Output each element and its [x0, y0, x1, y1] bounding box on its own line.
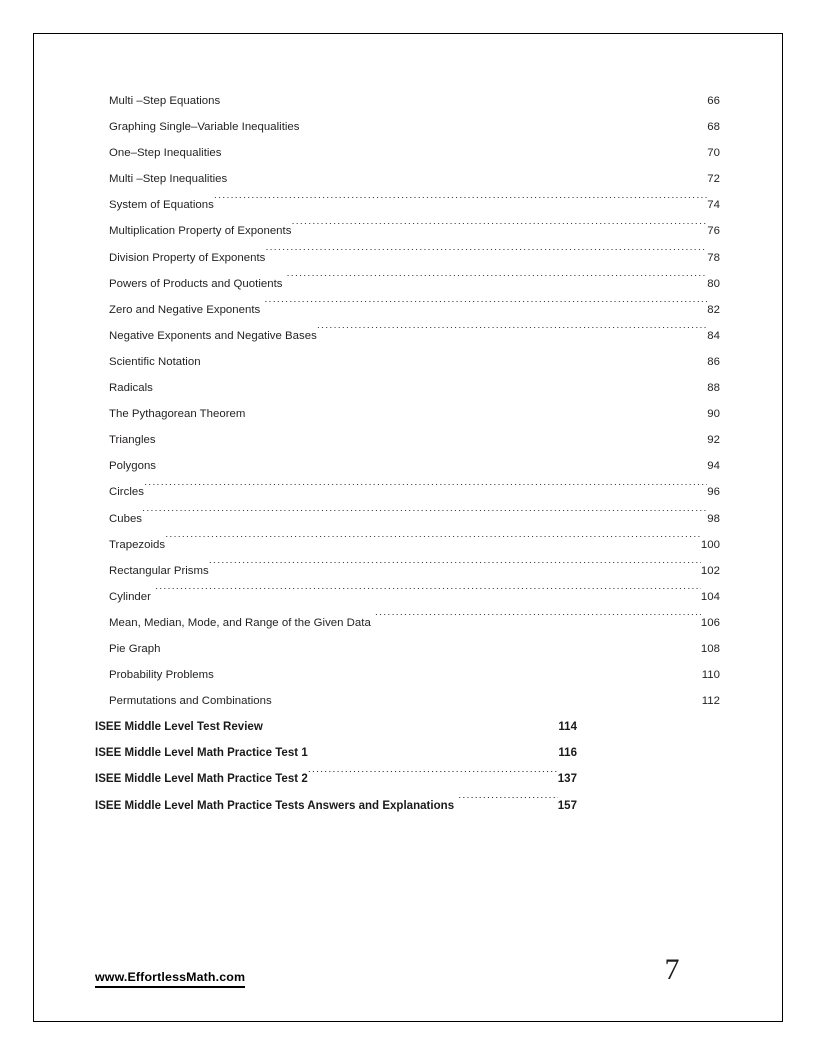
toc-entry-title: Mean, Median, Mode, and Range of the Given Data — [109, 616, 371, 629]
toc-entry[interactable] — [0, 610, 816, 636]
toc-dot-leader — [155, 588, 701, 599]
toc-entry-title: Cylinder — [109, 590, 151, 603]
toc-entry-title: Permutations and Combinations — [109, 695, 272, 708]
toc-dot-leader — [375, 614, 701, 625]
toc-entry-title: Powers of Products and Quotients — [109, 277, 283, 290]
toc-entry-title: Probability Problems — [109, 669, 214, 682]
toc-entry[interactable] — [0, 558, 816, 584]
toc-dot-leader — [287, 275, 708, 286]
toc-entry-title: Multi –Step Equations — [109, 95, 221, 107]
toc-entry-page-number: 92 — [707, 434, 720, 447]
toc-entry-title: Division Property of Exponents — [109, 251, 266, 264]
toc-entry-title: ISEE Middle Level Test Review — [95, 721, 263, 734]
toc-entry[interactable] — [0, 766, 816, 792]
toc-entry[interactable] — [0, 88, 816, 114]
toc-entry-page-number: 108 — [700, 642, 720, 655]
toc-entry[interactable] — [0, 662, 816, 688]
toc-dot-leader — [157, 380, 707, 391]
toc-entry-title: Radicals — [109, 382, 153, 395]
toc-entry[interactable] — [0, 506, 816, 532]
toc-entry-page-number: 110 — [701, 669, 720, 682]
toc-entry-page-number: 96 — [707, 486, 720, 499]
toc-dot-leader — [222, 145, 708, 156]
toc-dot-leader — [263, 719, 559, 731]
page-number: 7 — [664, 953, 680, 986]
toc-entry-page-number: 114 — [558, 721, 577, 734]
toc-entry[interactable] — [0, 166, 816, 192]
toc-entry-title: Zero and Negative Exponents — [109, 303, 261, 316]
toc-entry-page-number: 84 — [707, 329, 720, 342]
toc-entry[interactable] — [0, 245, 816, 271]
toc-entry-title: Negative Exponents and Negative Bases — [109, 329, 317, 342]
toc-entry[interactable] — [0, 793, 816, 819]
toc-entry[interactable] — [0, 453, 816, 479]
toc-entry-page-number: 74 — [707, 199, 720, 212]
toc-dot-leader — [214, 197, 707, 208]
toc-entry[interactable] — [0, 479, 816, 505]
toc-dot-leader — [227, 171, 707, 182]
toc-dot-leader — [249, 406, 707, 417]
toc-entry[interactable] — [0, 271, 816, 297]
toc-entry-page-number: 98 — [707, 512, 720, 525]
toc-dot-leader — [308, 771, 558, 783]
toc-entry-page-number: 112 — [701, 695, 720, 708]
toc-entry[interactable] — [0, 636, 816, 662]
toc-entry-title: ISEE Middle Level Math Practice Test 2 — [95, 773, 308, 786]
toc-dot-leader — [214, 667, 702, 678]
toc-entry-title: Multi –Step Inequalities — [109, 173, 228, 186]
toc-dot-leader — [201, 354, 708, 365]
toc-entry-page-number: 72 — [707, 173, 720, 186]
toc-dot-leader — [265, 249, 707, 260]
toc-entry-title: System of Equations — [109, 199, 214, 212]
toc-dot-leader — [291, 223, 707, 234]
toc-entry-title: Pie Graph — [109, 642, 161, 655]
toc-entry-page-number: 68 — [707, 121, 720, 134]
toc-entry[interactable] — [0, 714, 816, 740]
toc-entry-title: Polygons — [109, 460, 157, 473]
toc-entry[interactable] — [0, 218, 816, 244]
toc-entry[interactable] — [0, 427, 816, 453]
toc-entry-title: Cubes — [109, 512, 143, 525]
toc-entry-page-number: 102 — [700, 564, 720, 577]
toc-dot-leader — [160, 641, 700, 652]
toc-dot-leader — [144, 484, 707, 495]
toc-entry[interactable] — [0, 114, 816, 140]
toc-entry[interactable] — [0, 192, 816, 218]
toc-dot-leader — [276, 693, 702, 704]
toc-entry-page-number: 157 — [557, 799, 577, 812]
toc-entry-title: One–Step Inequalities — [109, 147, 222, 160]
toc-entry[interactable] — [0, 740, 816, 766]
toc-entry-page-number: 76 — [707, 225, 720, 238]
toc-entry-page-number: 116 — [558, 747, 577, 760]
table-of-contents — [0, 88, 816, 819]
footer-website-link[interactable]: www.EffortlessMath.com — [95, 970, 245, 988]
toc-entry-title: Trapezoids — [109, 538, 166, 551]
toc-dot-leader — [308, 745, 559, 757]
toc-entry-title: Rectangular Prisms — [109, 564, 209, 577]
toc-entry-page-number: 137 — [557, 773, 577, 786]
toc-entry[interactable] — [0, 140, 816, 166]
toc-entry[interactable] — [0, 401, 816, 427]
toc-dot-leader — [142, 510, 707, 521]
toc-entry[interactable] — [0, 297, 816, 323]
toc-dot-leader — [264, 301, 707, 312]
toc-entry-title: ISEE Middle Level Math Practice Tests Answers and Explanations — [95, 799, 455, 812]
toc-entry-title: Graphing Single–Variable Inequalities — [109, 121, 300, 134]
toc-entry-page-number: 70 — [707, 147, 720, 160]
toc-dot-leader — [156, 458, 707, 469]
toc-entry-page-number: 82 — [707, 303, 720, 316]
toc-dot-leader — [458, 797, 558, 809]
toc-dot-leader — [209, 562, 701, 573]
toc-dot-leader — [304, 119, 708, 130]
toc-entry-title: Circles — [109, 486, 144, 499]
toc-entry-page-number: 86 — [707, 355, 720, 368]
toc-entry-page-number: 94 — [707, 460, 720, 473]
toc-entry-title: The Pythagorean Theorem — [109, 408, 246, 421]
toc-entry[interactable] — [0, 532, 816, 558]
toc-entry-page-number: 66 — [707, 95, 720, 107]
toc-entry[interactable] — [0, 349, 816, 375]
toc-entry-page-number: 78 — [707, 251, 720, 264]
toc-dot-leader — [220, 93, 707, 104]
toc-entry-page-number: 100 — [700, 538, 720, 551]
toc-entry[interactable] — [0, 375, 816, 401]
toc-entry-title: ISEE Middle Level Math Practice Test 1 — [95, 747, 308, 760]
toc-dot-leader — [317, 327, 707, 338]
toc-dot-leader — [165, 536, 701, 547]
toc-entry[interactable] — [0, 584, 816, 610]
toc-entry-page-number: 90 — [707, 408, 720, 421]
toc-entry-page-number: 88 — [707, 382, 720, 395]
toc-entry-page-number: 104 — [700, 590, 720, 603]
toc-entry[interactable] — [0, 323, 816, 349]
toc-dot-leader — [156, 432, 708, 443]
toc-entry-title: Scientific Notation — [109, 355, 201, 368]
toc-entry-page-number: 80 — [707, 277, 720, 290]
toc-entry[interactable] — [0, 688, 816, 714]
toc-entry-page-number: 106 — [700, 616, 720, 629]
toc-entry-title: Triangles — [109, 434, 156, 447]
toc-entry-title: Multiplication Property of Exponents — [109, 225, 292, 238]
